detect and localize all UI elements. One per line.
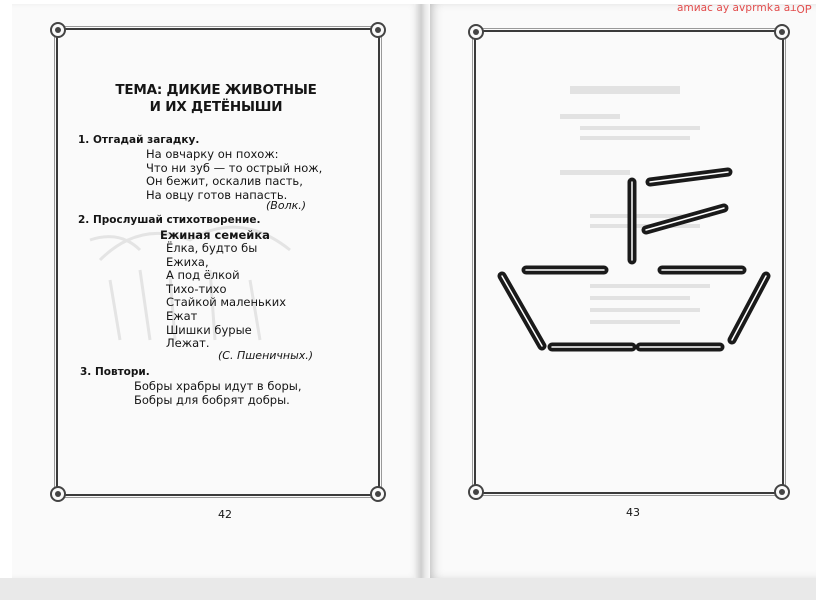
page-title bbox=[96, 82, 336, 116]
counting-stick-highlight bbox=[732, 276, 766, 340]
frame-corner-ornament-icon bbox=[468, 24, 484, 40]
title-line: ТЕМА: ДИКИЕ ЖИВОТНЫЕ bbox=[115, 82, 317, 98]
poem-line: Стайкой маленьких bbox=[166, 295, 287, 310]
watermark-text: ԀОтɐ ɐʞɯɹdʌɐ ʎɐ ɔɐиɯɐ bbox=[677, 2, 812, 14]
poem-line: Ежат bbox=[166, 308, 198, 323]
frame-corner-ornament-icon bbox=[370, 22, 386, 38]
poem-line: Ёлка, будто бы bbox=[166, 241, 258, 255]
title-line: И ИХ ДЕТЁНЫШИ bbox=[149, 99, 283, 115]
task2-heading: 2. Прослушай стихотворение. bbox=[78, 214, 261, 226]
tongue-twister-line: Бобры храбры идут в боры, bbox=[134, 379, 302, 393]
frame-corner-ornament-icon bbox=[50, 486, 66, 502]
scan-bottom-margin bbox=[0, 578, 816, 600]
poem-line: А под ёлкой bbox=[166, 268, 240, 283]
stick-boat-picture bbox=[428, 160, 788, 360]
poem-text bbox=[166, 242, 286, 351]
poem-line: Лежат. bbox=[166, 336, 210, 351]
page-number-right: 43 bbox=[626, 506, 640, 519]
poem-line: Шишки бурые bbox=[166, 322, 252, 337]
counting-stick-highlight bbox=[646, 208, 724, 230]
frame-corner-ornament-icon bbox=[468, 484, 484, 500]
riddle-line: Он бежит, оскалив пасть, bbox=[146, 174, 303, 189]
page-number-left: 42 bbox=[218, 508, 232, 521]
poem-line: Ежиха, bbox=[166, 254, 209, 269]
riddle-text bbox=[146, 148, 322, 202]
tongue-twister-line: Бобры для бобрят добры. bbox=[134, 392, 290, 407]
poem-title: Ежиная семейка bbox=[160, 228, 270, 242]
task3-heading: 3. Повтори. bbox=[80, 366, 150, 378]
poem-line: Тихо-тихо bbox=[166, 281, 227, 296]
riddle-line: На овчарку он похож: bbox=[146, 147, 279, 161]
riddle-answer: (Волк.) bbox=[266, 199, 307, 212]
frame-corner-ornament-icon bbox=[50, 22, 66, 38]
frame-corner-ornament-icon bbox=[774, 484, 790, 500]
poem-author: (С. Пшеничных.) bbox=[218, 349, 314, 362]
counting-stick-highlight bbox=[502, 276, 542, 346]
frame-corner-ornament-icon bbox=[370, 486, 386, 502]
frame-corner-ornament-icon bbox=[774, 24, 790, 40]
task1-heading: 1. Отгадай загадку. bbox=[78, 134, 200, 146]
riddle-line: На овцу готов напасть. bbox=[146, 187, 288, 202]
tongue-twister-text bbox=[134, 380, 302, 407]
riddle-line: Что ни зуб — то острый нож, bbox=[146, 160, 323, 175]
